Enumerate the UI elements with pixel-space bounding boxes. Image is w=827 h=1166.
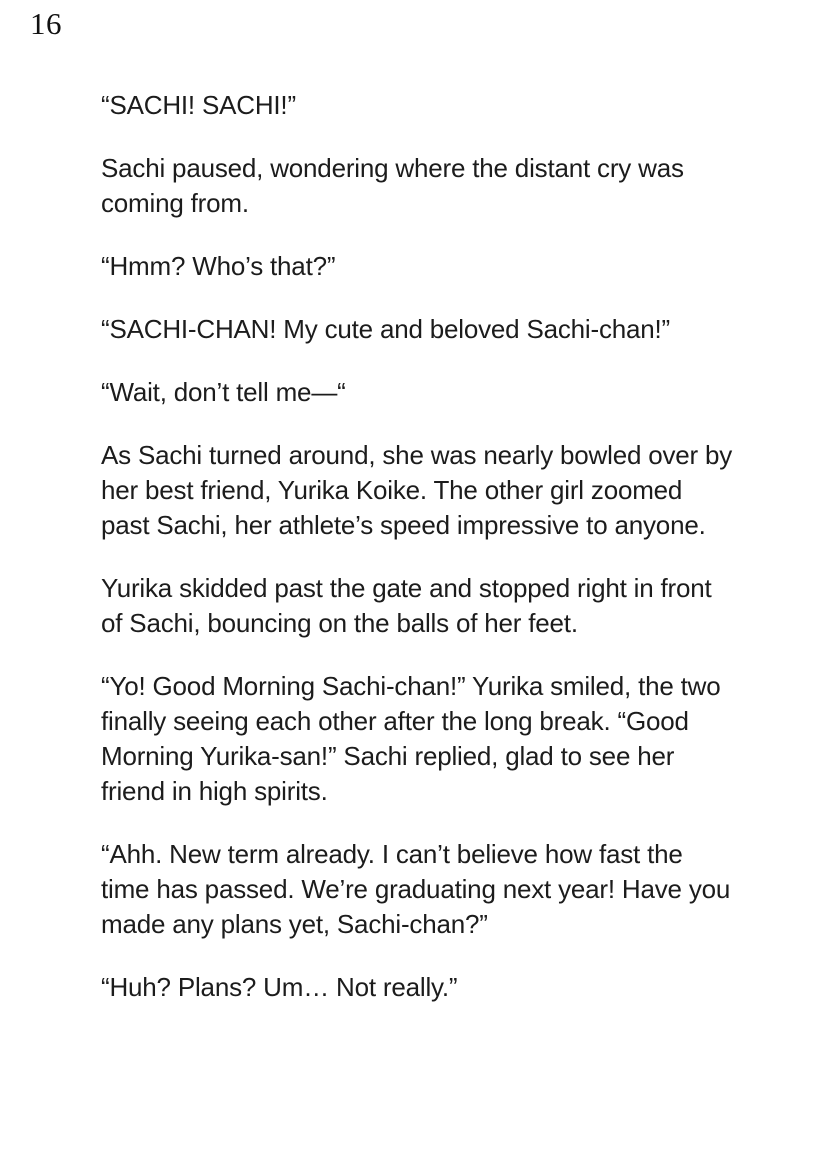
paragraph-narration: Yurika skidded past the gate and stopped right in front of Sachi, bouncing on the balls of her feet. [101, 573, 712, 638]
paragraph-dialogue: “SACHI! SACHI!” [101, 90, 296, 120]
paragraph-dialogue: “Yo! Good Morning Sachi-chan!” Yurika smiled, the two finally seeing each other after the long break. “Good Morning Yurika-san!” Sachi replied, glad to see her friend in high spirits. [101, 671, 721, 806]
paragraph-dialogue: “Huh? Plans? Um… Not really.” [101, 972, 458, 1002]
paragraph-dialogue: “Hmm? Who’s that?” [101, 251, 336, 281]
paragraph-narration: Sachi paused, wondering where the distant cry was coming from. [101, 153, 684, 218]
body-text [101, 88, 733, 1033]
paragraph-narration: As Sachi turned around, she was nearly bowled over by her best friend, Yurika Koike. The other girl zoomed past Sachi, her athlete’s speed impressive to anyone. [101, 440, 733, 540]
paragraph-dialogue: “Wait, don’t tell me—“ [101, 377, 346, 407]
paragraph-dialogue: “Ahh. New term already. I can’t believe how fast the time has passed. We’re graduating next year! Have you made any plans yet, Sachi-chan?” [101, 839, 731, 939]
paragraph-dialogue: “SACHI-CHAN! My cute and beloved Sachi-chan!” [101, 314, 671, 344]
page-number: 16 [30, 6, 62, 41]
